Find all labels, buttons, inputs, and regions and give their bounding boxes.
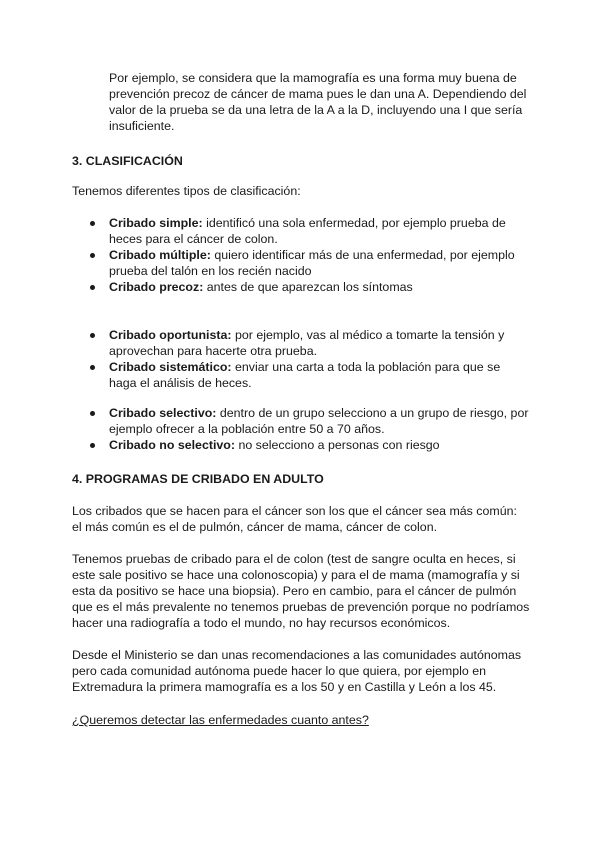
classification-list-1 [72,215,530,295]
bullet-icon [90,365,95,370]
bullet-icon [90,411,95,416]
term: Cribado oportunista: [109,328,232,342]
list-item [72,437,530,453]
bullet-icon [90,221,95,226]
term: Cribado sistemático: [109,360,232,374]
list-item [72,327,530,359]
term: Cribado no selectivo: [109,438,235,452]
section-4-paragraph-2: Tenemos pruebas de cribado para el de colon (test de sangre oculta en heces, si este sale positivo se hace una colonoscopia) y para el de mama (mamografía y si esta da positivo se hace una biopsia). Pero en cambio, para el cáncer de pulmón que es el más prevalente no tenemos pruebas de prevención porque no podríamos hacer una radiografía a todo el mundo, no hay recursos económicos. [72,552,530,630]
bullet-icon [90,285,95,290]
list-item [72,405,530,437]
term: Cribado precoz: [109,280,204,294]
section-3-heading: 3. CLASIFICACIÓN [72,154,183,168]
list-item [72,247,530,279]
section-4-heading: 4. PROGRAMAS DE CRIBADO EN ADULTO [72,472,324,486]
section-4-paragraph-1: Los cribados que se hacen para el cáncer son los que el cáncer sea más común: el más común es el de pulmón, cáncer de mama, cáncer de colon. [72,504,517,534]
description: dentro de un grupo selecciono a un grupo de riesgo, por ejemplo ofrecer a la población entre 50 a 70 años. [109,406,529,436]
section-3-intro: Tenemos diferentes tipos de clasificación: [72,184,301,198]
section-4-paragraph-3: Desde el Ministerio se dan unas recomendaciones a las comunidades autónomas pero cada comunidad autónoma puede hacer lo que quiera, por ejemplo en Extremadura la primera mamografía es a los 50 y en Castilla y León a los 45. [72,648,522,694]
list-item [72,279,530,295]
bullet-icon [90,253,95,258]
classification-list-3 [72,405,530,453]
list-item [72,359,530,391]
classification-list-2 [72,327,530,391]
description: antes de que aparezcan los síntomas [203,280,413,294]
term: Cribado múltiple: [109,248,211,262]
description: por ejemplo, vas al médico a tomarte la tensión y aprovechan para hacerte otra prueba. [109,328,505,358]
bullet-icon [90,443,95,448]
term: Cribado simple: [109,216,203,230]
description: quiero identificar más de una enfermedad, por ejemplo prueba del talón en los recién nacido [109,248,515,278]
list-item [72,215,530,247]
description: identificó una sola enfermedad, por ejemplo prueba de heces para el cáncer de colon. [109,216,506,246]
section-4-question: ¿Queremos detectar las enfermedades cuanto antes? [72,713,369,727]
term: Cribado selectivo: [109,406,217,420]
description: enviar una carta a toda la población para que se haga el análisis de heces. [109,360,501,390]
bullet-icon [90,333,95,338]
intro-paragraph: Por ejemplo, se considera que la mamografía es una forma muy buena de prevención precoz de cáncer de mama pues le dan una A. Dependiendo del valor de la prueba se da una letra de la A a la D, incluyendo una I que sería insuficiente. [109,71,527,133]
description: no selecciono a personas con riesgo [235,438,440,452]
